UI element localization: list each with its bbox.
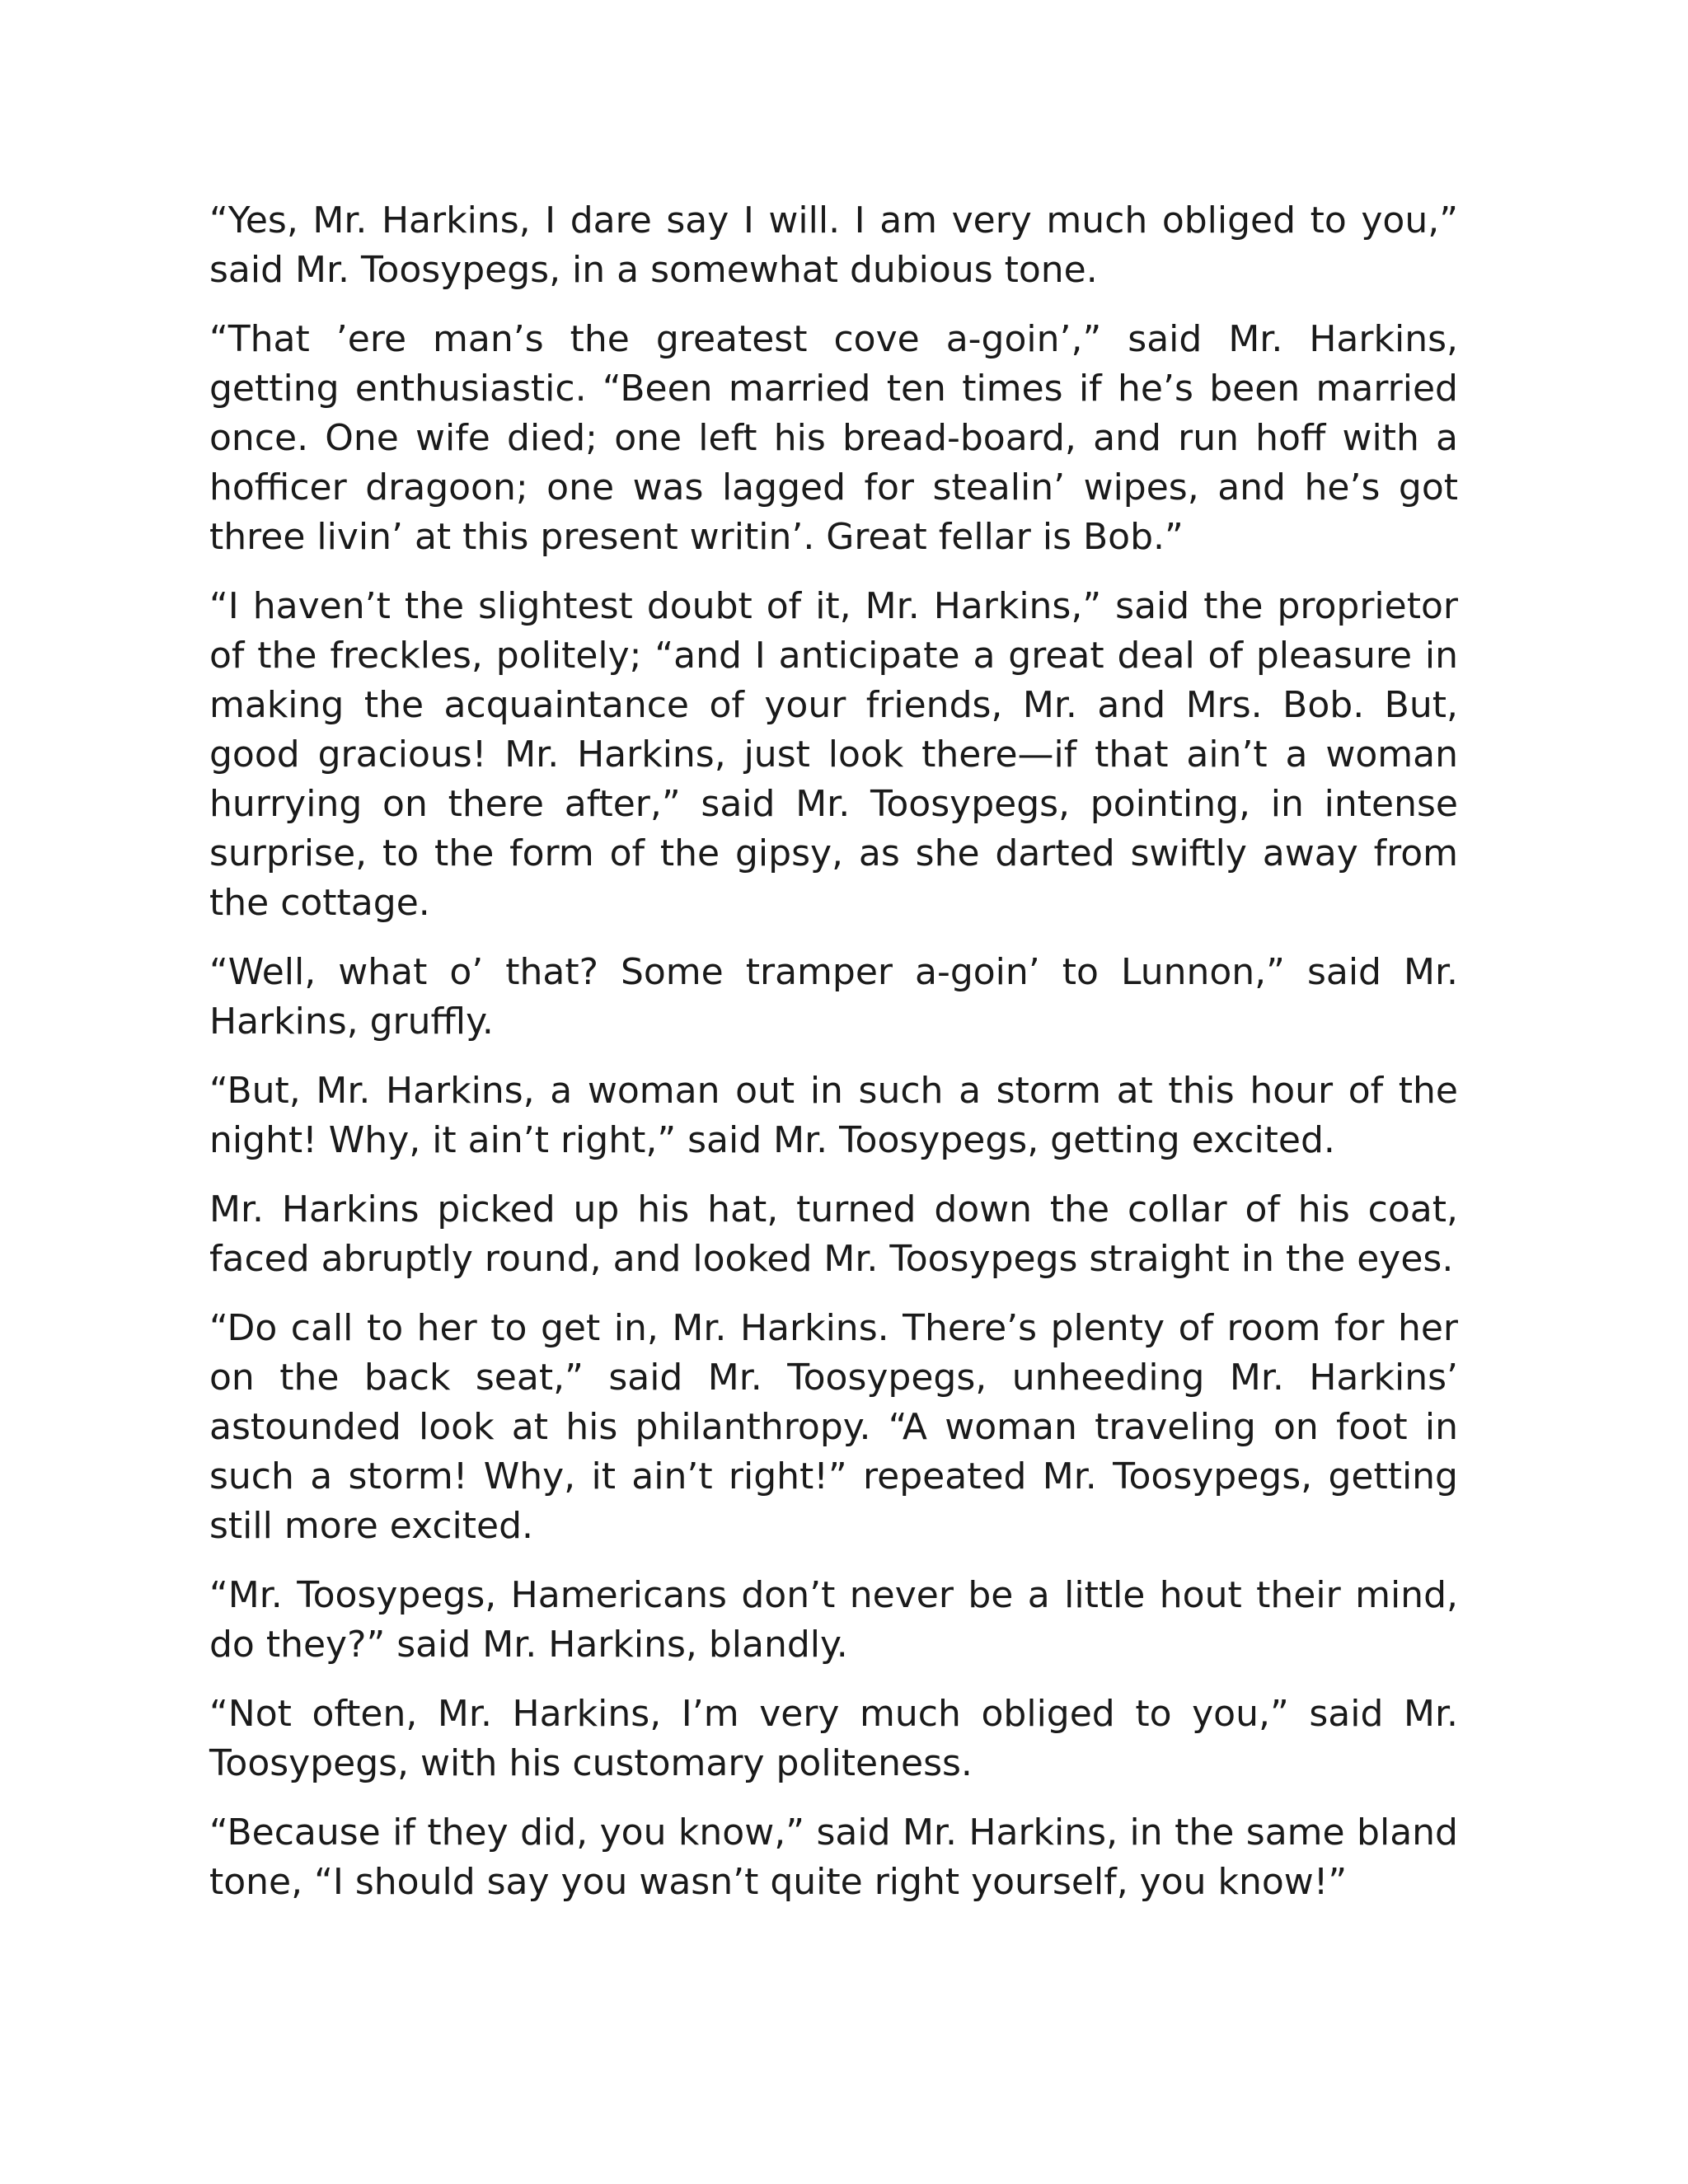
paragraph-5: “But, Mr. Harkins, a woman out in such a storm at this hour of the night! Why, it ain’t right,” said Mr. Toosypegs, getting excited. [209, 1070, 1458, 1161]
paragraph-8: “Mr. Toosypegs, Hamericans don’t never be a little hout their mind, do they?” said Mr. Harkins, blandly. [209, 1574, 1458, 1666]
paragraph-6: Mr. Harkins picked up his hat, turned down the collar of his coat, faced abruptly round, and looked Mr. Toosypegs straight in the eyes. [209, 1188, 1458, 1280]
paragraph-2: “That ’ere man’s the greatest cove a-goin’,” said Mr. Harkins, getting enthusiastic. “Been married ten times if he’s been married once. One wife died; one left his bread-board, and run hoff with a hofficer dragoon; one was lagged for stealin’ wipes, and he’s got three livin’ at this present writin’. Great fellar is Bob.” [209, 318, 1458, 558]
paragraph-4: “Well, what o’ that? Some tramper a-goin’ to Lunnon,” said Mr. Harkins, gruffly. [209, 951, 1458, 1043]
paragraph-7: “Do call to her to get in, Mr. Harkins. There’s plenty of room for her on the back seat,” said Mr. Toosypegs, unheeding Mr. Harkins’ astounded look at his philanthropy. “A woman traveling on foot in such a storm! Why, it ain’t right!” repeated Mr. Toosypegs, getting still more excited. [209, 1307, 1458, 1547]
paragraph-9: “Not often, Mr. Harkins, I’m very much obliged to you,” said Mr. Toosypegs, with his customary politeness. [209, 1693, 1458, 1784]
paragraph-1: “Yes, Mr. Harkins, I dare say I will. I am very much obliged to you,” said Mr. Toosypegs, in a somewhat dubious tone. [209, 199, 1458, 291]
paragraph-10: “Because if they did, you know,” said Mr. Harkins, in the same bland tone, “I should say you wasn’t quite right yourself, you know!” [209, 1811, 1458, 1903]
paragraph-3: “I haven’t the slightest doubt of it, Mr. Harkins,” said the proprietor of the freckles, politely; “and I anticipate a great deal of pleasure in making the acquaintance of your friends, Mr. and Mrs. Bob. But, good gracious! Mr. Harkins, just look there—if that ain’t a woman hurrying on there after,” said Mr. Toosypegs, pointing, in intense surprise, to the form of the gipsy, as she darted swiftly away from the cottage. [209, 585, 1458, 924]
document-page [209, 196, 1458, 1927]
